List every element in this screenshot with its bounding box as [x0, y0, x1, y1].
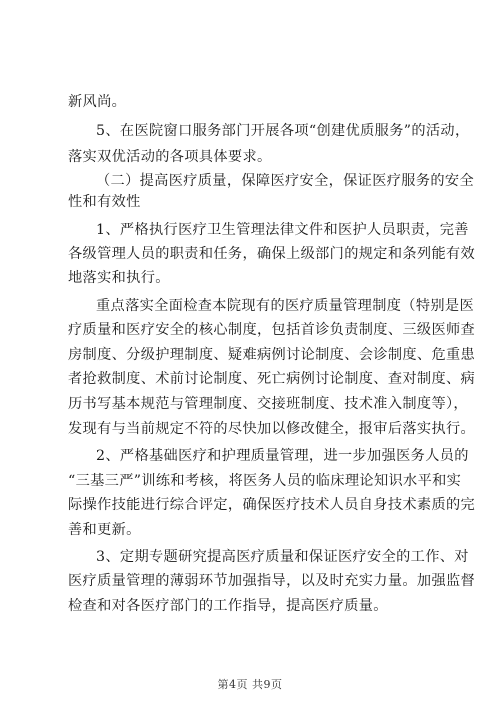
text-line-2: 5、在医院窗口服务部门开展各项“创建优质服务”的活动，	[96, 123, 470, 139]
text-line-5: 性和有效性	[68, 194, 141, 210]
text-line-18: 善和更新。	[68, 522, 141, 538]
text-line-16: “三基三严”训练和考核，将医务人员的临床理论知识水平和实	[68, 473, 462, 489]
text-line-14: 发现有与当前规定不符的尽快加以修改健全，报审后落实执行。	[68, 421, 476, 437]
text-line-10: 疗质量和医疗安全的核心制度，包括首诊负责制度、三级医师查	[68, 322, 476, 338]
text-line-7: 各级管理人员的职责和任务，确保上级部门的规定和条列能有效	[68, 246, 476, 262]
text-line-11: 房制度、分级护理制度、疑难病例讨论制度、会诊制度、危重患	[68, 347, 476, 363]
text-line-12: 者抢救制度、术前讨论制度、死亡病例讨论制度、查对制度、病	[68, 371, 476, 387]
text-line-15: 2、严格基础医疗和护理质量管理，进一步加强医务人员的	[96, 448, 469, 464]
text-line-17: 际操作技能进行综合评定，确保医疗技术人员自身技术素质的完	[68, 497, 476, 513]
text-line-21: 检查和对各医疗部门的工作指导，提高医疗质量。	[68, 598, 388, 614]
text-line-6: 1、严格执行医疗卫生管理法律文件和医护人员职责，完善	[96, 222, 469, 238]
text-line-8: 地落实和执行。	[68, 270, 170, 286]
text-line-1: 新风尚。	[68, 94, 127, 110]
text-line-19: 3、定期专题研究提高医疗质量和保证医疗安全的工作、对	[96, 549, 469, 565]
text-line-3: 落实双优活动的各项具体要求。	[68, 149, 272, 165]
text-line-20: 医疗质量管理的薄弱环节加强指导，以及时充实力量。加强监督	[68, 573, 476, 589]
text-line-9: 重点落实全面检查本院现有的医疗质量管理制度（特别是医	[96, 298, 474, 314]
text-line-13: 历书写基本规范与管理制度、交接班制度、技术准入制度等），	[68, 396, 468, 412]
text-line-4: （二）提高医疗质量，保障医疗安全，保证医疗服务的安全	[96, 173, 474, 189]
page-number-footer: 第4页 共9页	[217, 678, 283, 691]
